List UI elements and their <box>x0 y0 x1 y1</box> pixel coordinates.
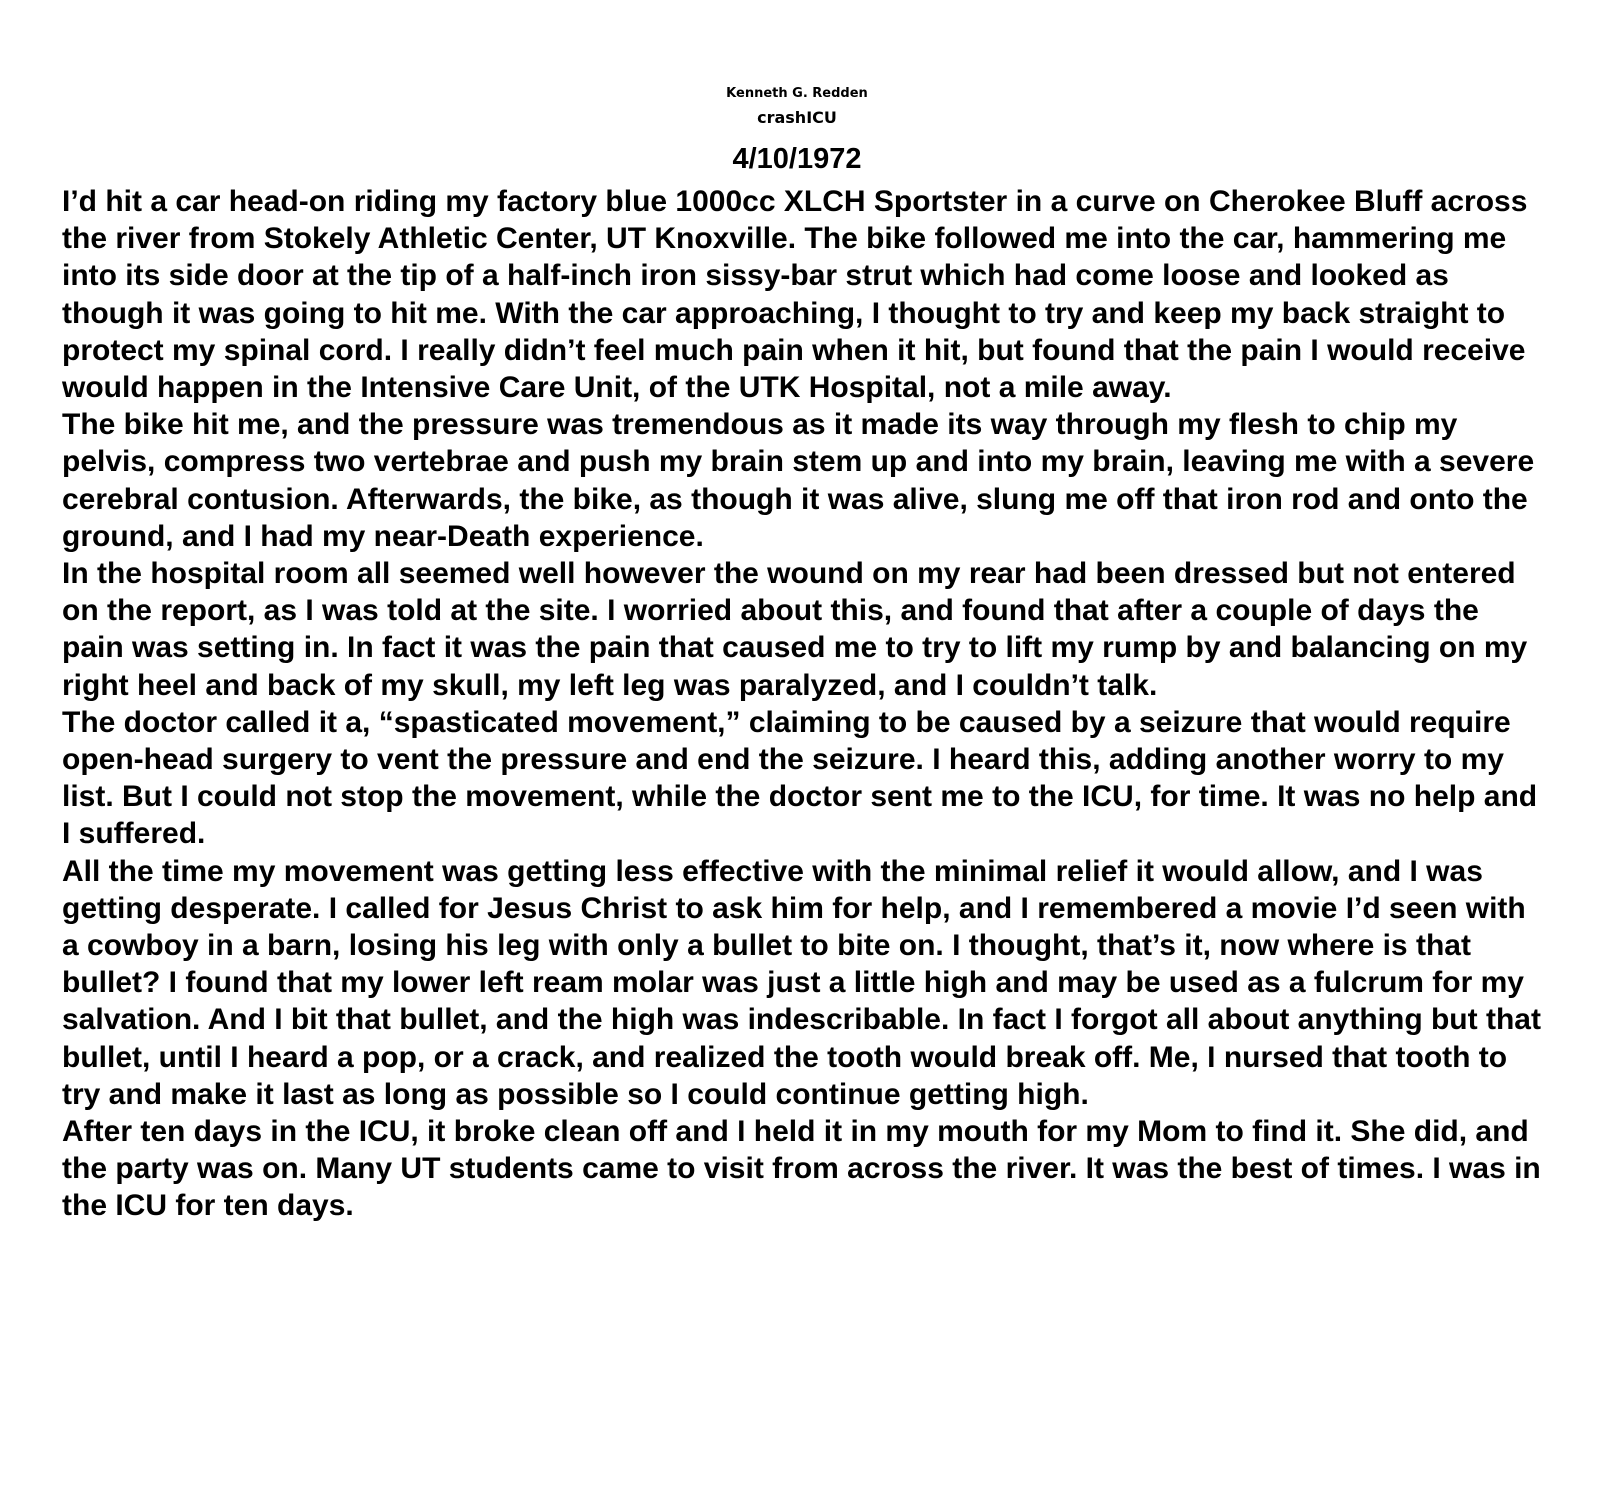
story-body <box>62 183 1542 1225</box>
paragraph-6: After ten days in the ICU, it broke clean off and I held it in my mouth for my Mom to find it. She did, and the party was on. Many UT students came to visit from across the river. It was the best of times. I was in the ICU for ten days. <box>62 1115 1541 1223</box>
document-date: 4/10/1972 <box>732 143 862 175</box>
paragraph-3: In the hospital room all seemed well however the wound on my rear had been dressed but not entered on the report, as I was told at the site. I worried about this, and found that after a couple of days the pain was setting in. In fact it was the pain that caused me to try to lift my rump by and balancing on my right heel and back of my skull, my left leg was paralyzed, and I couldn’t talk. <box>62 557 1528 702</box>
paragraph-1: I’d hit a car head-on riding my factory blue 1000cc XLCH Sportster in a curve on Cherokee Bluff across the river from Stokely Athletic Center, UT Knoxville. The bike followed me into the car, hammering me into its side door at the tip of a half-inch iron sissy-bar strut which had come loose and looked as though it was going to hit me. With the car approaching, I thought to try and keep my back straight to protect my spinal cord. I really didn’t feel much pain when it hit, but found that the pain I would receive would happen in the Intensive Care Unit, of the UTK Hospital, not a mile away. <box>62 185 1528 405</box>
author-name: Kenneth G. Redden <box>726 86 868 101</box>
paragraph-5: All the time my movement was getting less effective with the minimal relief it would allow, and I was getting desperate. I called for Jesus Christ to ask him for help, and I remembered a movie I’d seen with a cowboy in a barn, losing his leg with only a bullet to bite on. I thought, that’s it, now where is that bullet? I found that my lower left ream molar was just a little high and may be used as a fulcrum for my salvation. And I bit that bullet, and the high was indescribable. In fact I forgot all about anything but that bullet, until I heard a pop, or a crack, and realized the tooth would break off. Me, I nursed that tooth to try and make it last as long as possible so I could continue getting high. <box>62 854 1541 1111</box>
paragraph-2: The bike hit me, and the pressure was tremendous as it made its way through my flesh to chip my pelvis, compress two vertebrae and push my brain stem up and into my brain, leaving me with a severe cerebral contusion. Afterwards, the bike, as though it was alive, slung me off that iron rod and onto the ground, and I had my near-Death experience. <box>62 408 1535 553</box>
document-subtitle: crashICU <box>757 108 837 127</box>
paragraph-4: The doctor called it a, “spasticated movement,” claiming to be caused by a seizure that would require open-head surgery to vent the pressure and end the seizure. I heard this, adding another worry to my list. But I could not stop the movement, while the doctor sent me to the ICU, for time. It was no help and I suffered. <box>62 705 1538 851</box>
